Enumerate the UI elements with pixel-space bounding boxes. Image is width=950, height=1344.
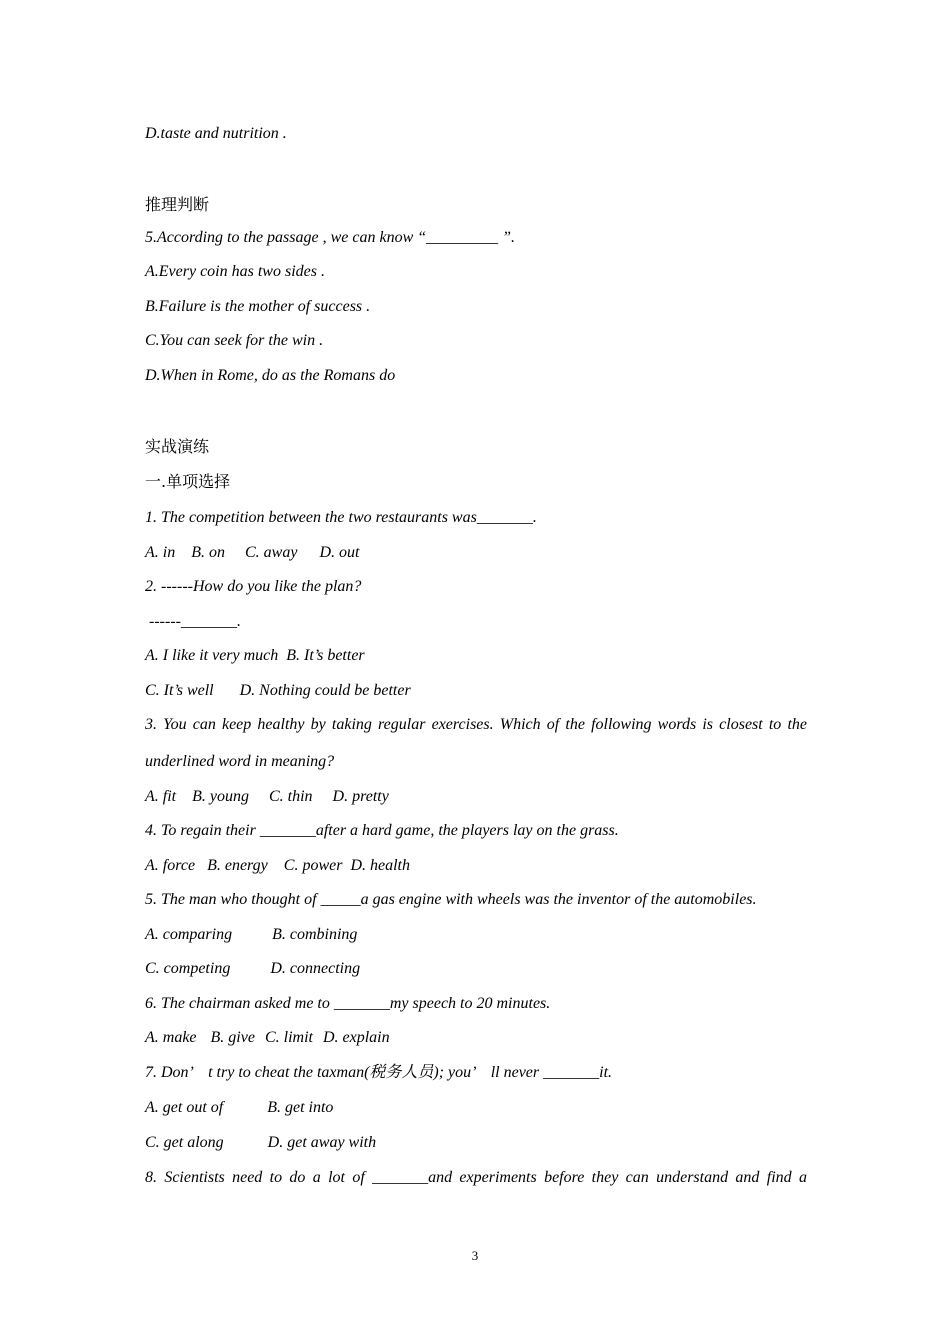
inference-heading: 推理判断 xyxy=(145,195,210,214)
q3-option-b: B. young xyxy=(192,788,249,805)
q3-option-d: D. pretty xyxy=(332,788,389,805)
q1-option-b: B. on xyxy=(191,544,225,561)
page-number: 3 xyxy=(471,1248,479,1263)
inference-option-a: A.Every coin has two sides . xyxy=(145,263,325,280)
q5-text: 5. The man who thought of _____a gas engine with wheels was the inventor of the automobiles. xyxy=(145,891,757,908)
q5-option-c: C. competing xyxy=(145,960,231,977)
inference-question: 5.According to the passage , we can know “_________ ”. xyxy=(145,229,516,246)
q6-option-a: A. make xyxy=(145,1029,197,1046)
practice-heading: 实战演练 xyxy=(145,437,210,456)
q5-option-b: B. combining xyxy=(272,926,358,943)
q8-text: 8. Scientists need to do a lot of _______and experiments before they can understand and find a xyxy=(145,1169,807,1186)
q2-text: 2. ------How do you like the plan? xyxy=(145,578,362,595)
q4-options xyxy=(145,856,410,876)
q3-text-line1: 3. You can keep healthy by taking regular exercises. Which of the following words is closest to the xyxy=(145,716,807,733)
q7-options-ab xyxy=(145,1098,333,1118)
q5-option-a: A. comparing xyxy=(145,926,233,943)
q5-option-d: D. connecting xyxy=(270,960,361,977)
q7-options-cd xyxy=(145,1133,376,1153)
q7-option-a: A. get out of xyxy=(145,1099,224,1116)
q3-options xyxy=(145,787,389,807)
q4-option-c: C. power xyxy=(283,857,343,874)
q2-option-b: B. It’s better xyxy=(286,647,365,664)
q6-option-d: D. explain xyxy=(322,1029,390,1046)
q2-option-d: D. Nothing could be better xyxy=(239,682,411,699)
q3-option-a: A. fit xyxy=(145,788,177,805)
q4-option-a: A. force xyxy=(145,857,196,874)
q2-options-cd xyxy=(145,681,411,701)
q2-option-a: A. I like it very much xyxy=(145,647,279,664)
q1-option-c: C. away xyxy=(245,544,298,561)
q1-text: 1. The competition between the two restaurants was_______. xyxy=(145,509,537,526)
q4-option-b: B. energy xyxy=(207,857,268,874)
q2-option-c: C. It’s well xyxy=(145,682,214,699)
q6-option-b: B. give xyxy=(210,1029,255,1046)
inference-option-b: B.Failure is the mother of success . xyxy=(145,298,371,315)
q2-options-ab xyxy=(145,646,365,666)
q3-option-c: C. thin xyxy=(268,788,313,805)
q1-options xyxy=(145,543,359,563)
q7-option-d: D. get away with xyxy=(267,1134,377,1151)
q6-option-c: C. limit xyxy=(264,1029,313,1046)
q5-options-ab xyxy=(145,925,357,945)
q7-option-b: B. get into xyxy=(267,1099,334,1116)
inference-option-d: D.When in Rome, do as the Romans do xyxy=(145,367,396,384)
q2-reply: ------_______. xyxy=(149,613,241,630)
inference-option-c: C.You can seek for the win . xyxy=(145,332,324,349)
prev-option-d: D.taste and nutrition . xyxy=(145,125,287,142)
q4-option-d: D. health xyxy=(350,857,410,874)
q5-options-cd xyxy=(145,959,360,979)
q1-option-a: A. in xyxy=(145,544,176,561)
q7-text: 7. Don’ t try to cheat the taxman(税务人员); you’ ll never _______it. xyxy=(145,1064,613,1081)
q4-text: 4. To regain their _______after a hard game, the players lay on the grass. xyxy=(145,822,619,839)
q1-option-d: D. out xyxy=(319,544,360,561)
q7-option-c: C. get along xyxy=(145,1134,224,1151)
practice-subheading: 一.单项选择 xyxy=(145,472,231,491)
q3-text-line2: underlined word in meaning? xyxy=(145,753,335,770)
q6-options xyxy=(145,1028,390,1048)
q6-text: 6. The chairman asked me to _______my speech to 20 minutes. xyxy=(145,995,551,1012)
